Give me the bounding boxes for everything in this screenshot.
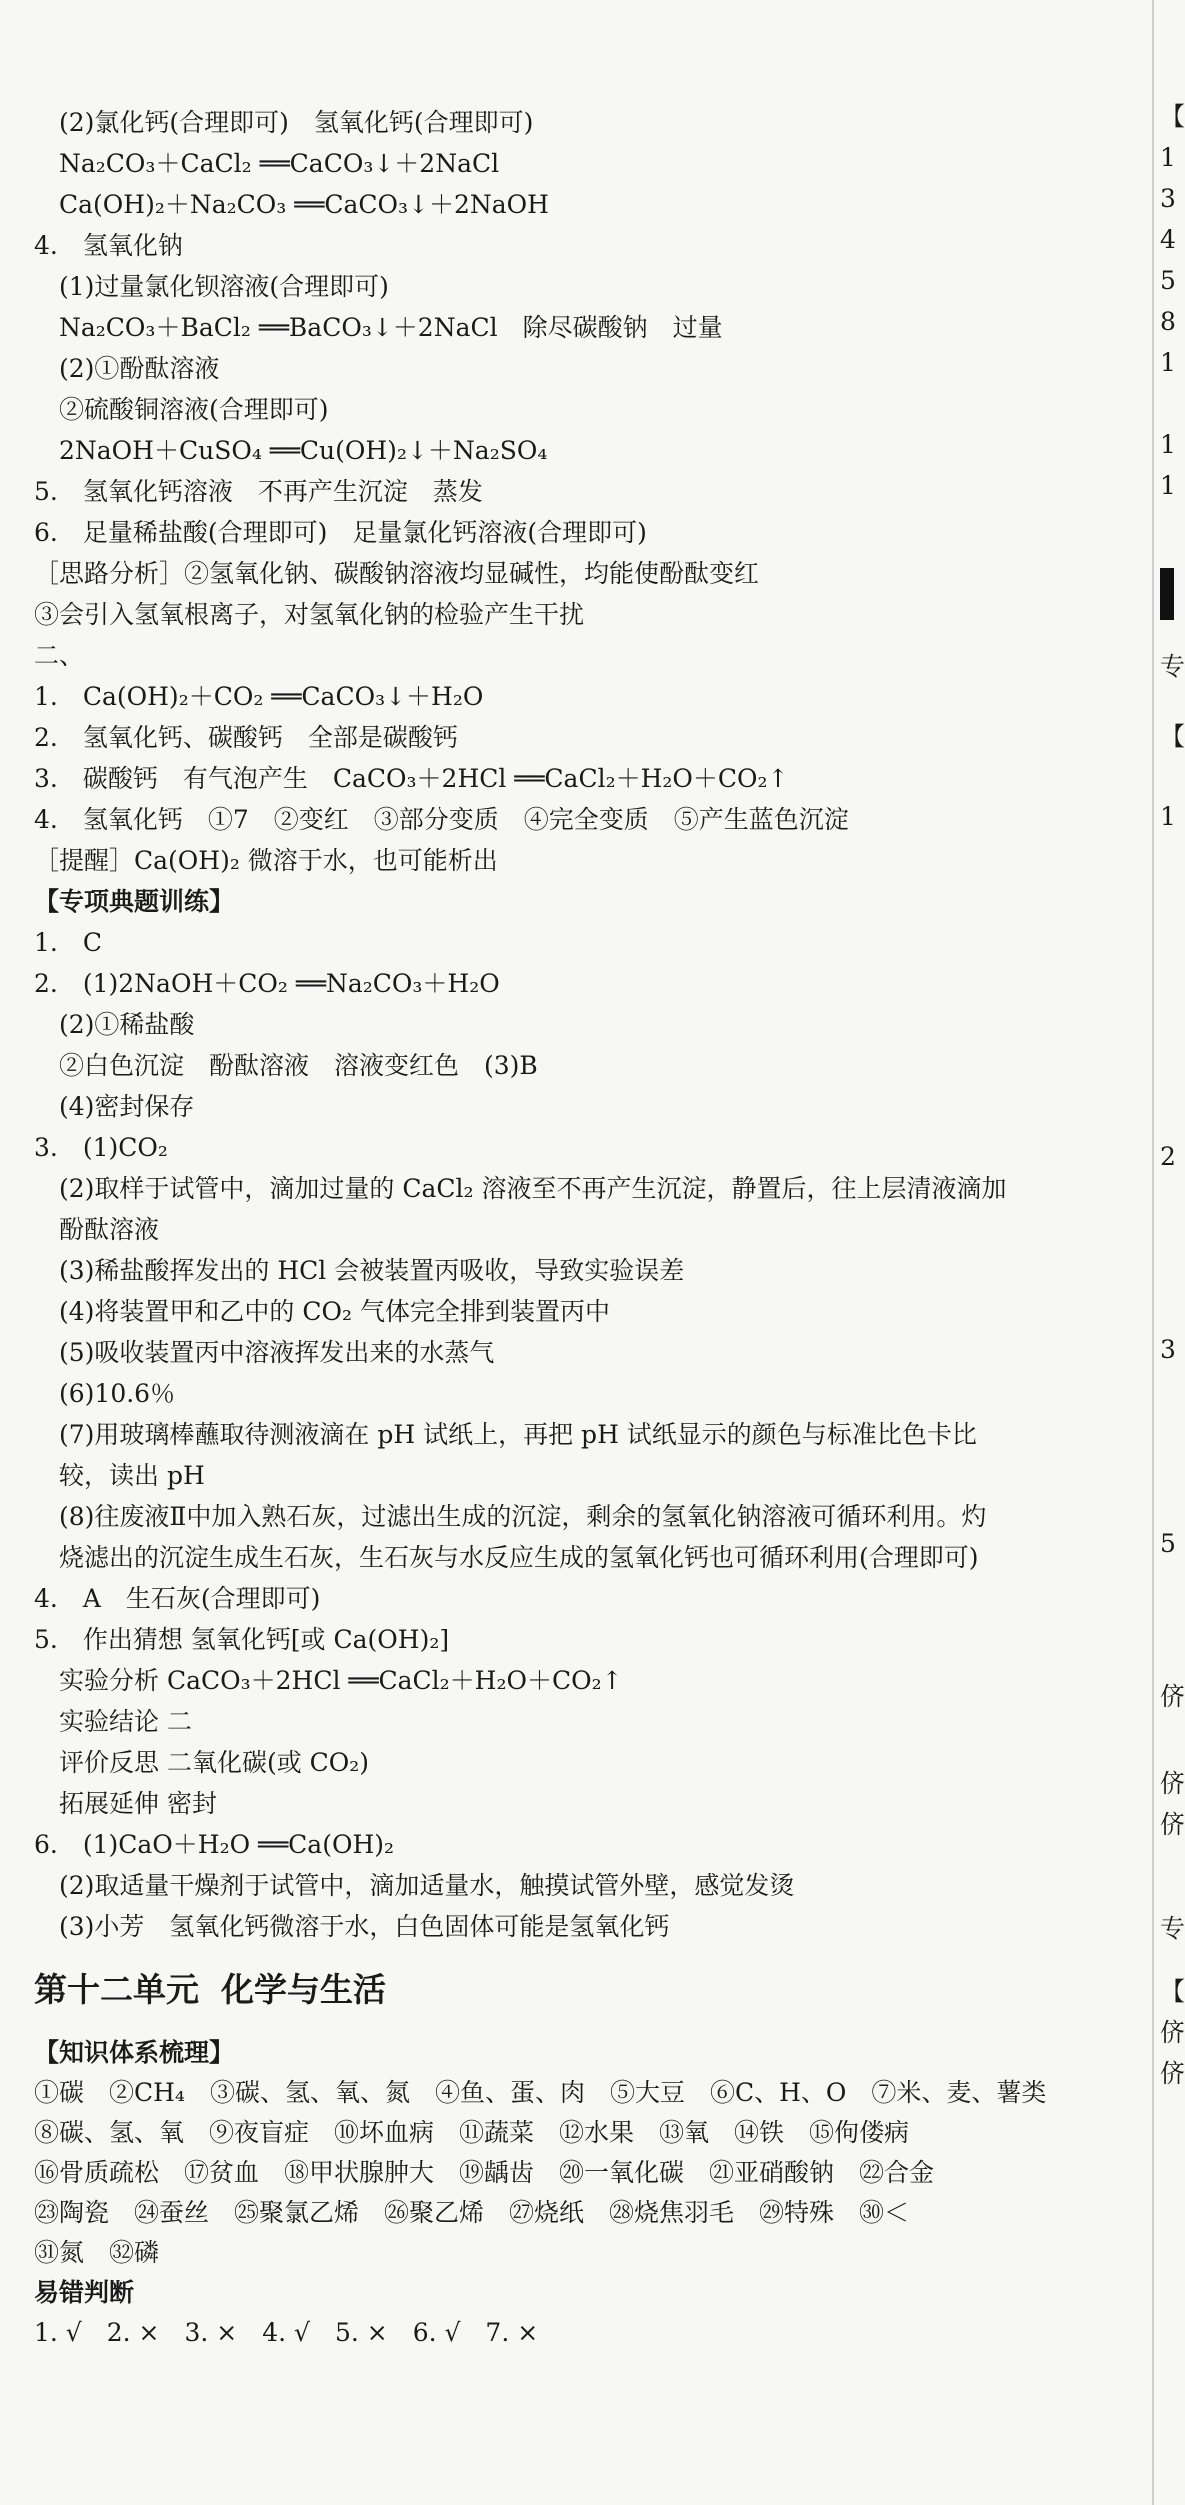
answer-line: (7)用玻璃棒蘸取待测液滴在 pH 试纸上，再把 pH 试纸显示的颜色与标准比色卡比: [34, 1420, 977, 1449]
heading-block: [1160, 568, 1174, 620]
cutoff-text: 4: [1160, 225, 1176, 254]
right-column-fragment: [1160, 0, 1185, 2505]
answer-line: 6. 足量稀盐酸(合理即可) 足量氯化钙溶液(合理即可): [34, 518, 647, 547]
cutoff-text: 5: [1160, 266, 1176, 295]
answer-line: 实验结论 二: [34, 1707, 192, 1736]
cutoff-text: 【: [1160, 1977, 1185, 2006]
true-false-answers: 1. √ 2. × 3. × 4. √ 5. × 6. √ 7. ×: [34, 2318, 539, 2347]
answer-line: 1. Ca(OH)₂＋CO₂ ══CaCO₃↓＋H₂O: [34, 682, 484, 711]
answer-line: 2. 氢氧化钙、碳酸钙 全部是碳酸钙: [34, 723, 458, 752]
answer-line: 3. 碳酸钙 有气泡产生 CaCO₃＋2HCl ══CaCl₂＋H₂O＋CO₂↑: [34, 764, 789, 793]
answer-line: 1. C: [34, 928, 102, 957]
answer-line: 5. 氢氧化钙溶液 不再产生沉淀 蒸发: [34, 477, 483, 506]
cutoff-text: 侪: [1160, 2018, 1185, 2047]
knowledge-line: ⑯骨质疏松 ⑰贫血 ⑱甲状腺肿大 ⑲龋齿 ⑳一氧化碳 ㉑亚硝酸钠 ㉒合金: [34, 2158, 935, 2187]
answer-line: (2)①稀盐酸: [34, 1010, 195, 1039]
answer-line: (4)将装置甲和乙中的 CO₂ 气体完全排到装置丙中: [34, 1297, 610, 1326]
answer-line: 2NaOH＋CuSO₄ ══Cu(OH)₂↓＋Na₂SO₄: [34, 436, 548, 465]
cutoff-text: 5: [1160, 1529, 1176, 1558]
subsection-heading: 【专项典题训练】: [34, 887, 235, 916]
answer-line: 4. 氢氧化钠: [34, 231, 183, 260]
subsection-heading: 易错判断: [34, 2278, 135, 2307]
cutoff-text: 专: [1160, 652, 1185, 681]
answer-line: Na₂CO₃＋BaCl₂ ══BaCO₃↓＋2NaCl 除尽碳酸钠 过量: [34, 313, 723, 342]
cutoff-text: 1: [1160, 143, 1176, 172]
answer-line: 烧滤出的沉淀生成生石灰，生石灰与水反应生成的氢氧化钙也可循环利用(合理即可): [34, 1543, 979, 1572]
reminder-note: ［提醒］Ca(OH)₂ 微溶于水，也可能析出: [34, 846, 498, 875]
answer-line: (8)往废液Ⅱ中加入熟石灰，过滤出生成的沉淀，剩余的氢氧化钠溶液可循环利用。灼: [34, 1502, 987, 1531]
answer-line: (5)吸收装置丙中溶液挥发出来的水蒸气: [34, 1338, 495, 1367]
answer-line: (4)密封保存: [34, 1092, 195, 1121]
cutoff-text: 1: [1160, 348, 1176, 377]
cutoff-text: 侪: [1160, 1769, 1185, 1798]
answer-line: (3)稀盐酸挥发出的 HCl 会被装置丙吸收，导致实验误差: [34, 1256, 685, 1285]
answer-line: 4. A 生石灰(合理即可): [34, 1584, 321, 1613]
answer-line: (2)取适量干燥剂于试管中，滴加适量水，触摸试管外壁，感觉发烫: [34, 1871, 795, 1900]
unit-title: [34, 1968, 386, 2012]
answer-line: ②硫酸铜溶液(合理即可): [34, 395, 329, 424]
column-divider: [1152, 0, 1154, 2505]
answer-line: Ca(OH)₂＋Na₂CO₃ ══CaCO₃↓＋2NaOH: [34, 190, 549, 219]
answer-line: 4. 氢氧化钙 ①7 ②变红 ③部分变质 ④完全变质 ⑤产生蓝色沉淀: [34, 805, 849, 834]
answer-line: (6)10.6％: [34, 1379, 176, 1408]
answer-line: Na₂CO₃＋CaCl₂ ══CaCO₃↓＋2NaCl: [34, 149, 500, 178]
answer-line: 评价反思 二氧化碳(或 CO₂): [34, 1748, 370, 1777]
cutoff-text: 侪: [1160, 2059, 1185, 2088]
cutoff-text: 8: [1160, 307, 1176, 336]
analysis-note: ［思路分析］②氢氧化钠、碳酸钠溶液均显碱性，均能使酚酞变红: [34, 559, 760, 588]
answer-line: (2)①酚酞溶液: [34, 354, 220, 383]
cutoff-text: 【: [1160, 102, 1185, 131]
cutoff-text: 3: [1160, 1335, 1176, 1364]
answer-line: 较，读出 pH: [34, 1461, 205, 1490]
knowledge-line: ⑧碳、氢、氧 ⑨夜盲症 ⑩坏血病 ⑪蔬菜 ⑫水果 ⑬氧 ⑭铁 ⑮佝偻病: [34, 2118, 910, 2147]
cutoff-text: 2: [1160, 1142, 1176, 1171]
analysis-note: ③会引入氢氧根离子，对氢氧化钠的检验产生干扰: [34, 600, 585, 629]
unit-number: 第十二单元: [34, 1970, 199, 2009]
cutoff-text: 1: [1160, 471, 1176, 500]
cutoff-text: 1: [1160, 430, 1176, 459]
section-number: 二、: [34, 641, 85, 670]
answer-line: (1)过量氯化钡溶液(合理即可): [34, 272, 389, 301]
answer-line: (2)取样于试管中，滴加过量的 CaCl₂ 溶液至不再产生沉淀，静置后，往上层清液滴加: [34, 1174, 1007, 1203]
answer-line: (2)氯化钙(合理即可) 氢氧化钙(合理即可): [34, 108, 534, 137]
knowledge-line: ㉛氮 ㉜磷: [34, 2238, 160, 2267]
cutoff-text: 3: [1160, 184, 1176, 213]
subsection-heading: 【知识体系梳理】: [34, 2038, 235, 2067]
answer-line: 酚酞溶液: [34, 1215, 160, 1244]
answer-line: (3)小芳 氢氧化钙微溶于水，白色固体可能是氢氧化钙: [34, 1912, 670, 1941]
answer-line: 3. (1)CO₂: [34, 1133, 168, 1162]
answer-line: 2. (1)2NaOH＋CO₂ ══Na₂CO₃＋H₂O: [34, 969, 500, 998]
cutoff-text: 1: [1160, 802, 1176, 831]
cutoff-text: 【: [1160, 722, 1185, 751]
answer-line: ②白色沉淀 酚酞溶液 溶液变红色 (3)B: [34, 1051, 538, 1080]
knowledge-line: ㉓陶瓷 ㉔蚕丝 ㉕聚氯乙烯 ㉖聚乙烯 ㉗烧纸 ㉘烧焦羽毛 ㉙特殊 ㉚＜: [34, 2198, 910, 2227]
answer-line: 6. (1)CaO＋H₂O ══Ca(OH)₂: [34, 1830, 395, 1859]
cutoff-text: 侪: [1160, 1682, 1185, 1711]
cutoff-text: 专: [1160, 1914, 1185, 1943]
unit-name: 化学与生活: [221, 1970, 386, 2009]
answer-line: 实验分析 CaCO₃＋2HCl ══CaCl₂＋H₂O＋CO₂↑: [34, 1666, 623, 1695]
knowledge-line: ①碳 ②CH₄ ③碳、氢、氧、氮 ④鱼、蛋、肉 ⑤大豆 ⑥C、H、O ⑦米、麦、薯类: [34, 2078, 1047, 2107]
answer-line: 拓展延伸 密封: [34, 1789, 217, 1818]
answer-line: 5. 作出猜想 氢氧化钙[或 Ca(OH)₂]: [34, 1625, 450, 1654]
cutoff-text: 侪: [1160, 1810, 1185, 1839]
